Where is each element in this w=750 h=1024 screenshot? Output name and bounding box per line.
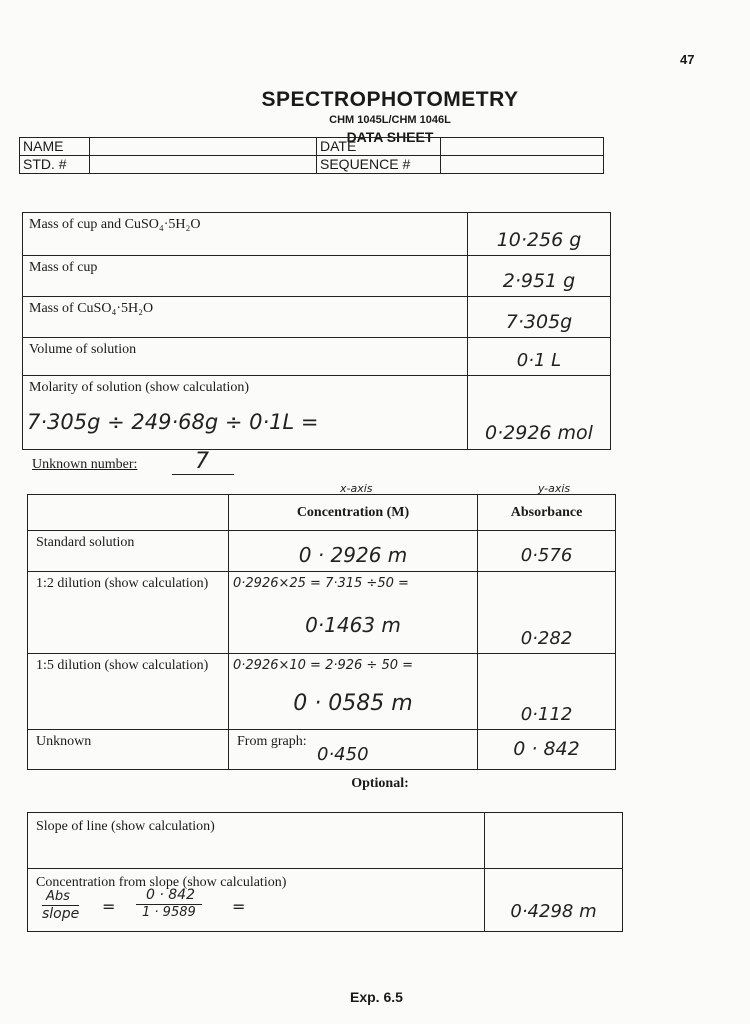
student-info-table <box>19 137 604 174</box>
absorbance-header: Absorbance <box>478 495 616 531</box>
date-field[interactable] <box>441 138 604 156</box>
conc-from-slope-label: Concentration from slope (show calculation) <box>36 875 287 890</box>
concentration-cell[interactable]: 0 · 2926 m <box>229 531 478 572</box>
mass-row-value[interactable]: 0·1 L <box>468 338 611 376</box>
date-label: DATE <box>317 138 441 156</box>
concentration-cell[interactable]: 0·2926×25 = 7·315 ÷50 = 0·1463 m <box>229 572 478 654</box>
slope-calculation: Abs slope = 0 · 842 1 · 9589 = <box>42 887 246 922</box>
empty-header-cell <box>28 495 229 531</box>
experiment-number: Exp. 6.5 <box>350 989 403 1005</box>
sequence-label: SEQUENCE # <box>317 156 441 174</box>
slope-label: Slope of line (show calculation) <box>28 813 485 869</box>
dilution-table <box>27 494 616 770</box>
row-label: 1:2 dilution (show calculation) <box>28 572 229 654</box>
sequence-field[interactable] <box>441 156 604 174</box>
page-number: 47 <box>680 52 695 67</box>
course-code: CHM 1045L/CHM 1046L <box>329 114 451 126</box>
molarity-cell <box>23 376 468 450</box>
page-title: SPECTROPHOTOMETRY <box>261 88 519 111</box>
absorbance-cell[interactable]: 0·282 <box>478 572 616 654</box>
molarity-label: Molarity of solution (show calculation) <box>29 380 250 395</box>
denominator: 1 · 9589 <box>136 904 202 920</box>
slope-word: slope <box>42 906 80 922</box>
optional-table <box>27 812 623 932</box>
absorbance-cell[interactable]: 0·112 <box>478 654 616 730</box>
mass-row-label: Volume of solution <box>23 338 468 376</box>
optional-heading: Optional: <box>351 776 409 791</box>
unknown-number-line <box>172 474 234 475</box>
absorbance-cell[interactable]: 0 · 842 <box>478 730 616 770</box>
concentration-cell[interactable]: From graph: 0·450 <box>229 730 478 770</box>
slope-value[interactable] <box>485 813 623 869</box>
data-sheet-heading: DATA SHEET <box>346 129 434 145</box>
numerator: 0 · 842 <box>146 887 195 903</box>
concentration-header: Concentration (M) <box>229 495 478 531</box>
absorbance-cell[interactable]: 0·576 <box>478 531 616 572</box>
dilution-calc: 0·2926×10 = 2·926 ÷ 50 = <box>233 658 414 673</box>
row-label: Standard solution <box>28 531 229 572</box>
x-axis-note: x-axis <box>340 482 373 495</box>
unknown-number-label: Unknown number: <box>32 457 138 472</box>
conc-from-slope-cell <box>28 869 485 932</box>
mass-row-label: Mass of cup and CuSO₄·5H₂O <box>23 213 468 256</box>
mass-row-value[interactable]: 2·951 g <box>468 256 611 297</box>
molarity-value[interactable]: 0·2926 mol <box>468 376 611 450</box>
mass-row-label: Mass of cup <box>23 256 468 297</box>
name-label: NAME <box>20 138 90 156</box>
from-graph-label: From graph: <box>237 734 307 749</box>
concentration-cell[interactable]: 0·2926×10 = 2·926 ÷ 50 = 0 · 0585 m <box>229 654 478 730</box>
row-label: 1:5 dilution (show calculation) <box>28 654 229 730</box>
conc-from-slope-value[interactable]: 0·4298 m <box>485 869 623 932</box>
mass-row-value[interactable]: 10·256 g <box>468 213 611 256</box>
unknown-number-value[interactable]: 7 <box>195 449 209 474</box>
molarity-calculation: 7·305g ÷ 249·68g ÷ 0·1L = <box>27 410 319 434</box>
name-field[interactable] <box>90 138 317 156</box>
abs-word: Abs <box>46 889 70 904</box>
std-field[interactable] <box>90 156 317 174</box>
mass-table <box>22 212 611 450</box>
mass-row-label: Mass of CuSO₄·5H₂O <box>23 297 468 338</box>
std-label: STD. # <box>20 156 90 174</box>
row-label: Unknown <box>28 730 229 770</box>
mass-row-value[interactable]: 7·305g <box>468 297 611 338</box>
dilution-calc: 0·2926×25 = 7·315 ÷50 = <box>233 576 409 591</box>
y-axis-note: y-axis <box>538 482 571 495</box>
